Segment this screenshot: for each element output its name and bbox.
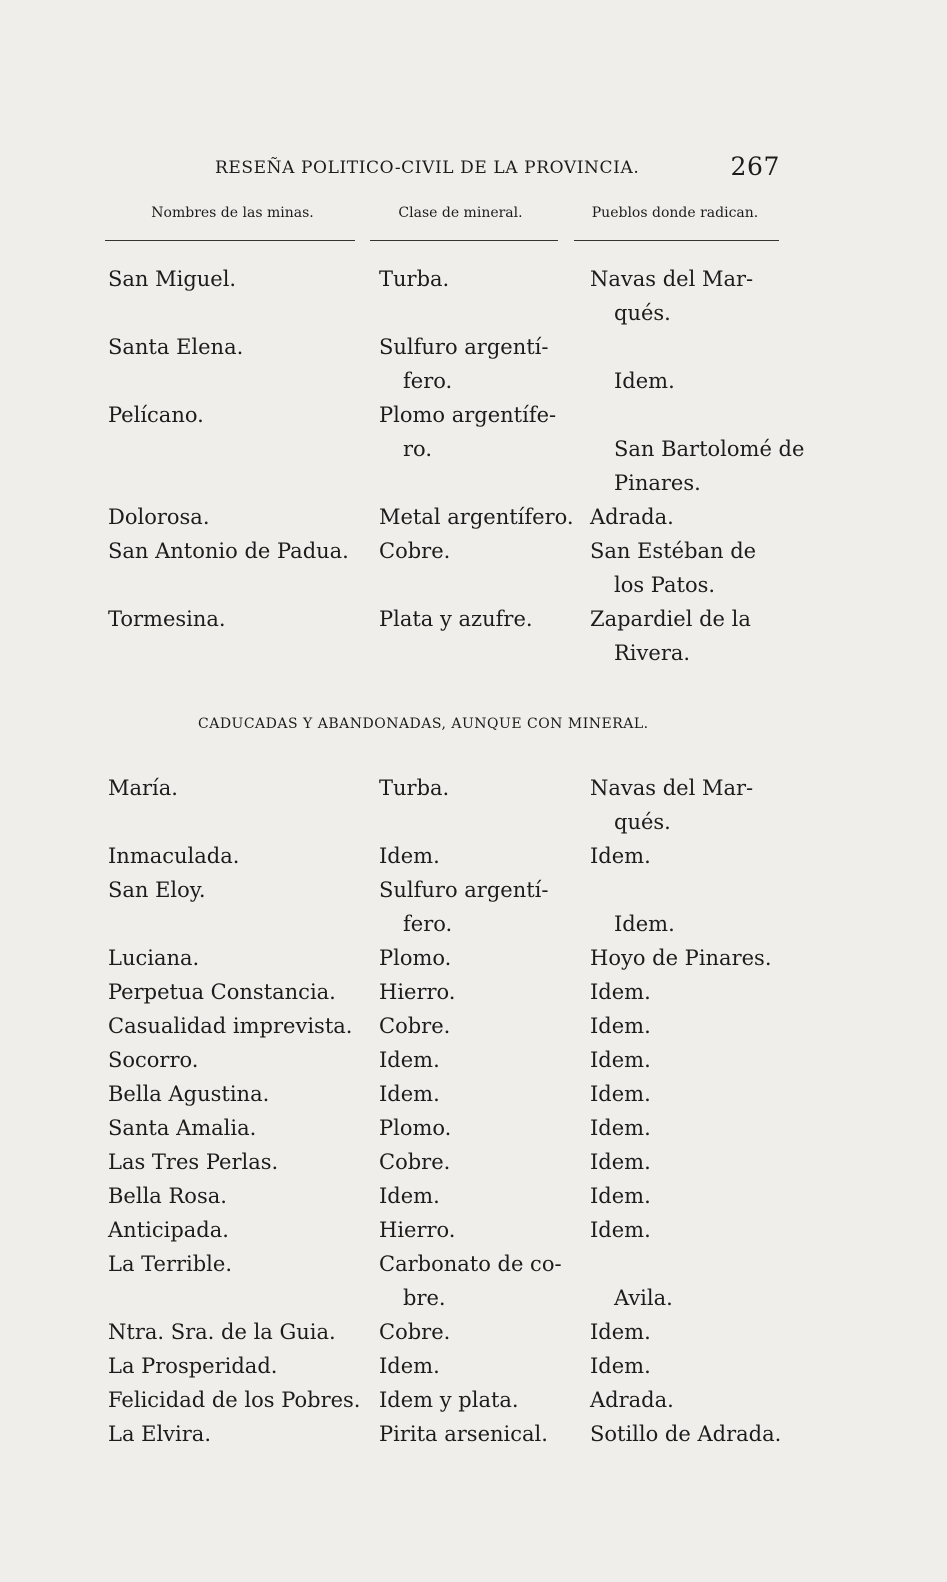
mine-name: Pelícano. <box>108 403 204 427</box>
town-cell: Idem. <box>590 1048 651 1072</box>
mineral-cell: ro. <box>403 437 432 461</box>
page-title: RESEÑA POLITICO-CIVIL DE LA PROVINCIA. <box>215 158 640 178</box>
mine-name: Santa Amalia. <box>108 1116 257 1140</box>
town-cell: Idem. <box>590 1150 651 1174</box>
town-cell: Navas del Mar- <box>590 776 754 800</box>
mine-name: María. <box>108 776 178 800</box>
town-cell: Hoyo de Pinares. <box>590 946 772 970</box>
mine-name: Las Tres Perlas. <box>108 1150 279 1174</box>
town-cell: Idem. <box>590 1354 651 1378</box>
mine-name: San Antonio de Padua. <box>108 539 349 563</box>
mineral-cell: Hierro. <box>379 1218 456 1242</box>
mineral-cell: Idem. <box>379 1184 440 1208</box>
town-cell: Adrada. <box>590 1388 674 1412</box>
town-cell: los Patos. <box>614 573 716 597</box>
mineral-cell: Idem. <box>379 1354 440 1378</box>
mine-name: San Miguel. <box>108 267 237 291</box>
mineral-cell: Turba. <box>379 776 450 800</box>
mine-name: La Terrible. <box>108 1252 233 1276</box>
column-header-names: Nombres de las minas. <box>151 205 314 221</box>
running-head <box>215 152 780 181</box>
town-cell: qués. <box>614 810 671 834</box>
mineral-cell: fero. <box>403 369 453 393</box>
mineral-cell: Pirita arsenical. <box>379 1422 548 1446</box>
town-cell: Zapardiel de la <box>590 607 751 631</box>
column-rule-mineral <box>370 240 558 241</box>
mineral-cell: Idem. <box>379 1082 440 1106</box>
mine-name: Anticipada. <box>108 1218 229 1242</box>
town-cell: Navas del Mar- <box>590 267 754 291</box>
mineral-cell: bre. <box>403 1286 446 1310</box>
town-cell: Adrada. <box>590 505 674 529</box>
mine-name: Tormesina. <box>108 607 226 631</box>
town-cell: Idem. <box>590 1116 651 1140</box>
mineral-cell: Carbonato de co- <box>379 1252 562 1276</box>
mine-name: Dolorosa. <box>108 505 210 529</box>
mine-name: Socorro. <box>108 1048 199 1072</box>
page-number: 267 <box>730 152 780 181</box>
mineral-cell: Metal argentífero. <box>379 505 574 529</box>
town-cell: San Estéban de <box>590 539 757 563</box>
mineral-cell: Sulfuro argentí- <box>379 878 549 902</box>
column-header-mineral: Clase de mineral. <box>398 205 523 221</box>
mineral-cell: Turba. <box>379 267 450 291</box>
mineral-cell: Plata y azufre. <box>379 607 533 631</box>
mineral-cell: Cobre. <box>379 1320 451 1344</box>
town-cell: Pinares. <box>614 471 701 495</box>
town-cell: Avila. <box>614 1286 673 1310</box>
town-cell: Idem. <box>614 369 675 393</box>
mine-name: Inmaculada. <box>108 844 240 868</box>
town-cell: Idem. <box>590 1184 651 1208</box>
mineral-cell: Idem y plata. <box>379 1388 519 1412</box>
town-cell: Rivera. <box>614 641 691 665</box>
mine-name: Luciana. <box>108 946 200 970</box>
mineral-cell: Hierro. <box>379 980 456 1004</box>
mine-name: Casualidad imprevista. <box>108 1014 353 1038</box>
mineral-cell: Cobre. <box>379 1014 451 1038</box>
mineral-cell: fero. <box>403 912 453 936</box>
mineral-cell: Plomo. <box>379 1116 452 1140</box>
mine-name: Bella Agustina. <box>108 1082 270 1106</box>
mineral-cell: Idem. <box>379 1048 440 1072</box>
mineral-cell: Idem. <box>379 844 440 868</box>
mine-name: Perpetua Constancia. <box>108 980 336 1004</box>
town-cell: Idem. <box>590 1218 651 1242</box>
mine-name: La Elvira. <box>108 1422 212 1446</box>
mine-name: La Prosperidad. <box>108 1354 278 1378</box>
column-header-towns: Pueblos donde radican. <box>591 205 759 221</box>
column-rule-names <box>105 240 355 241</box>
mine-name: Bella Rosa. <box>108 1184 227 1208</box>
mineral-cell: Cobre. <box>379 1150 451 1174</box>
town-cell: Idem. <box>614 912 675 936</box>
town-cell: Idem. <box>590 1082 651 1106</box>
town-cell: qués. <box>614 301 671 325</box>
mineral-cell: Cobre. <box>379 539 451 563</box>
mine-name: San Eloy. <box>108 878 206 902</box>
town-cell: San Bartolomé de <box>614 437 805 461</box>
town-cell: Idem. <box>590 980 651 1004</box>
mine-name: Santa Elena. <box>108 335 244 359</box>
column-rule-towns <box>574 240 779 241</box>
town-cell: Idem. <box>590 1320 651 1344</box>
town-cell: Sotillo de Adrada. <box>590 1422 782 1446</box>
mineral-cell: Sulfuro argentí- <box>379 335 549 359</box>
town-cell: Idem. <box>590 844 651 868</box>
mineral-cell: Plomo. <box>379 946 452 970</box>
section-title: CADUCADAS Y ABANDONADAS, AUNQUE CON MINERAL. <box>198 716 649 732</box>
mineral-cell: Plomo argentífe- <box>379 403 557 427</box>
town-cell: Idem. <box>590 1014 651 1038</box>
mine-name: Ntra. Sra. de la Guia. <box>108 1320 336 1344</box>
mine-name: Felicidad de los Pobres. <box>108 1388 361 1412</box>
